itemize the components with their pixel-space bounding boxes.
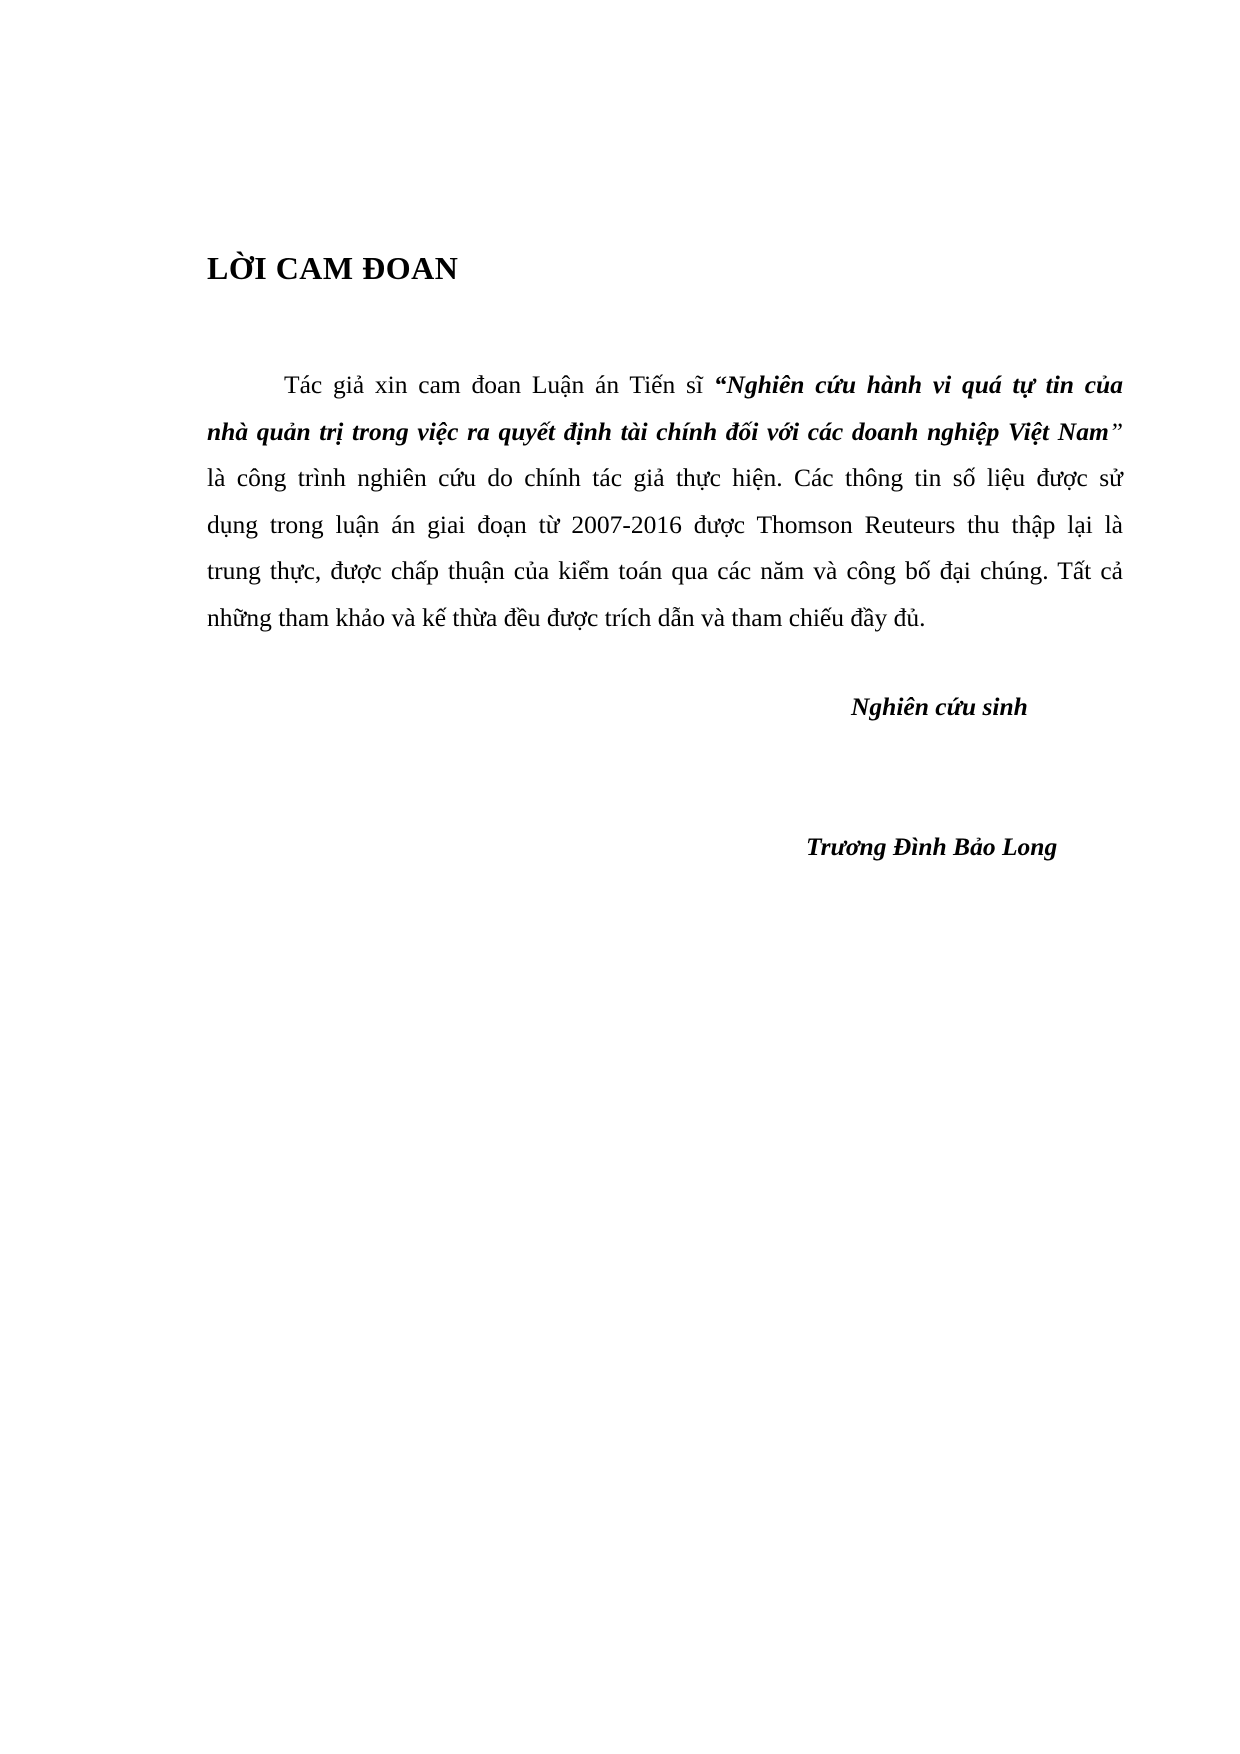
page-title: LỜI CAM ĐOAN — [207, 250, 459, 286]
paragraph-line-1 — [207, 362, 1123, 409]
thesis-title-part-1: Nghiên cứu hành vi quá tự tin của — [726, 370, 1123, 399]
paragraph-line-6: những tham khảo và kế thừa đều được trích dẫn và tham chiếu đầy đủ. — [207, 602, 926, 632]
signer-role: Nghiên cứu sinh — [851, 692, 1028, 721]
paragraph-line-3: là công trình nghiên cứu do chính tác giả thực hiện. Các thông tin số liệu được sử — [207, 463, 1123, 492]
thesis-title-start — [714, 370, 1123, 399]
declaration-paragraph — [207, 362, 1123, 641]
paragraph-line-4: dụng trong luận án giai đoạn từ 2007-2016 được Thomson Reuteurs thu thập lại là — [207, 509, 1123, 539]
quote-open: “ — [713, 370, 727, 399]
line1-plain-text: Tác giả xin cam đoan Luận án Tiến sĩ — [284, 370, 714, 399]
thesis-title-part-2: nhà quản trị trong việc ra quyết định tài chính đối với các doanh nghiệp Việt Nam — [207, 416, 1109, 446]
signer-name: Trương Đình Bảo Long — [806, 832, 1058, 861]
paragraph-line-2 — [207, 409, 1123, 456]
paragraph-line-5: trung thực, được chấp thuận của kiểm toán qua các năm và công bố đại chúng. Tất cả — [207, 556, 1123, 585]
quote-close: ” — [1108, 416, 1123, 446]
